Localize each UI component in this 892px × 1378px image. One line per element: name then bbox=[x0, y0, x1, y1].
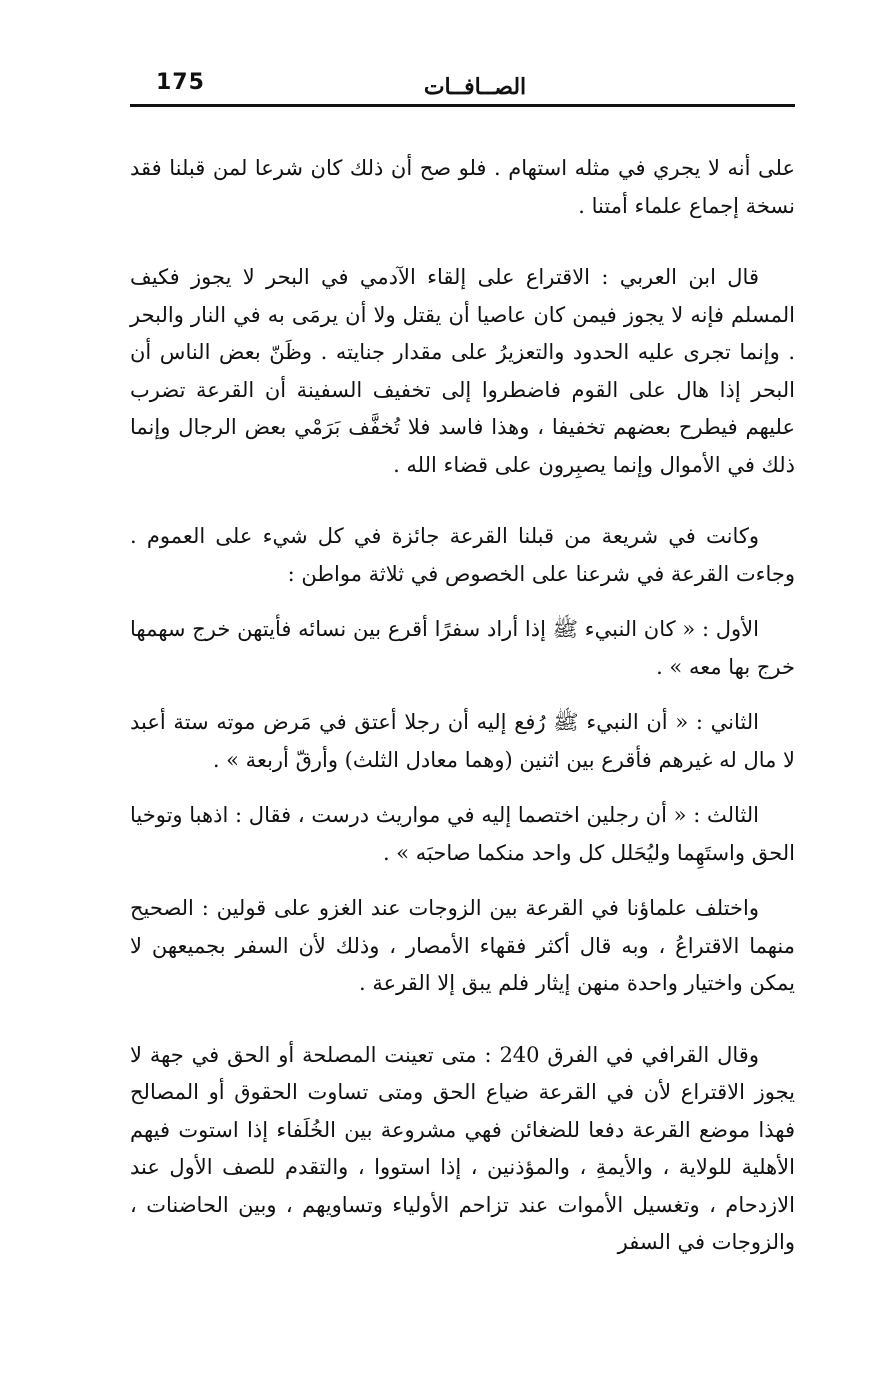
header-rule bbox=[130, 104, 795, 107]
paragraph-2: قال ابن العربي : الاقتراع على إلقاء الآدمي في البحر لا يجوز فكيف المسلم فإنه لا يجوز فيمن كان عاصيا أن يقتل ولا أن يرمَى به في النار والبحر . وإنما تجرى عليه الحدود والتعزيرُ على مقدار جنايته . وظَنّ بعض الناس أن البحر إذا هال على القوم فاضطروا إلى تخفيف السفينة أن القرعة تضرب عليهم فيطرح بعضهم تخفيفا ، وهذا فاسد فلا تُخفَّف بَرَمْي بعض الرجال وإنما ذلك في الأموال وإنما يصبِرون على قضاء الله . bbox=[130, 265, 795, 477]
page-number: 175 bbox=[156, 70, 205, 95]
paragraph-1: على أنه لا يجري في مثله استهام . فلو صح أن ذلك كان شرعا لمن قبلنا فقد نسخة إجماع علماء أمتنا . bbox=[130, 156, 795, 218]
page-body bbox=[130, 150, 795, 1280]
paragraph-6: الثالث : « أن رجلين اختصما إليه في مواريث درست ، فقال : اذهبا وتوخيا الحق واستَهِما وليُحَلل كل واحد منكما صاحبَه » . bbox=[130, 803, 795, 865]
paragraph-4: الأول : « كان النبيء ﷺ إذا أراد سفرًا أقرع بين نسائه فأيتهن خرج سهمها خرج بها معه » . bbox=[130, 617, 795, 679]
page-header bbox=[130, 60, 795, 106]
paragraph-8: وقال القرافي في الفرق 240 : متى تعينت المصلحة أو الحق في جهة لا يجوز الاقتراع لأن في القرعة ضياع الحق ومتى تساوت الحقوق أو المصالح فهذا موضع القرعة دفعا للضغائن فهي مشروعة بين الخُلَفاء إذا استوت فيهم الأهلية للولاية ، والأيمةِ ، والمؤذنين ، إذا استووا ، والتقدم للصف الأول عند الازدحام ، وتغسيل الأموات عند تزاحم الأولياء وتساويهم ، وبين الحاضنات ، والزوجات في السفر bbox=[130, 1042, 795, 1254]
paragraph-5: الثاني : « أن النبيء ﷺ رُفع إليه أن رجلا أعتق في مَرض موته ستة أعبد لا مال له غيرهم فأقرع بين اثنين (وهما معادل الثلث) وأرقّ أربعة » . bbox=[130, 710, 795, 772]
paragraph-3: وكانت في شريعة من قبلنا القرعة جائزة في كل شيء على العموم . وجاءت القرعة في شرعنا على الخصوص في ثلاثة مواطن : bbox=[130, 524, 795, 586]
paragraph-7: واختلف علماؤنا في القرعة بين الزوجات عند الغزو على قولين : الصحيح منهما الاقتراعُ ، وبه قال أكثر فقهاء الأمصار ، وذلك لأن السفر بجميعهن لا يمكن واختيار واحدة منهن إيثار فلم يبق إلا القرعة . bbox=[130, 896, 795, 995]
running-title: الصــافــات bbox=[423, 74, 527, 100]
